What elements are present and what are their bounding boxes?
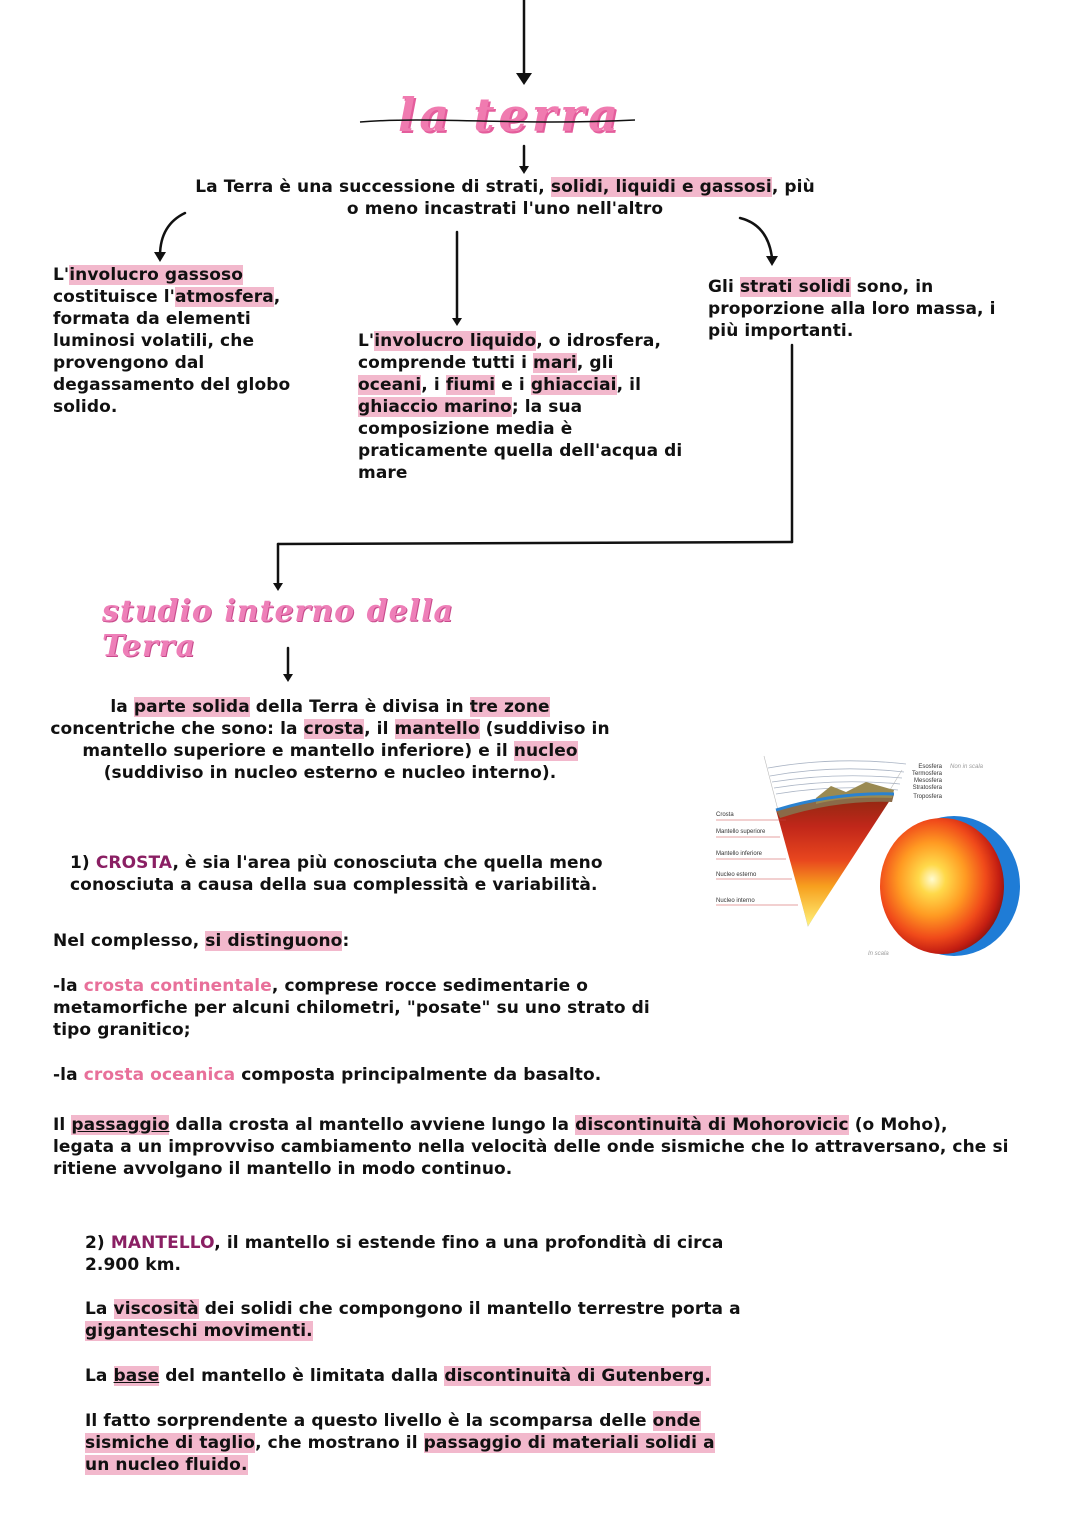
sorpresa-block: Il fatto sorprendente a questo livello è la scomparsa delle onde sismiche di taglio, che mostrano il passaggio di materiali solidi a un nucleo fluido. xyxy=(85,1411,715,1475)
section-subtitle: studio interno della Terra xyxy=(102,594,454,664)
moho-block: Il passaggio dalla crosta al mantello avviene lungo la discontinuità di Mohorovicic (o Moho), legata a un improvviso cambiamento nella velocità delle onde sismiche che lo attraversano, che si ritiene avvolgano il mantello in modo continuo. xyxy=(53,1115,1009,1179)
fig-label-esosfera: Esosfera xyxy=(918,764,942,770)
gassoso-block: L'involucro gassoso costituisce l'atmosfera, formata da elementi luminosi volatili, che provengono dal degassamento del globo solido. xyxy=(53,265,291,417)
fig-label-nucleo-est: Nucleo esterno xyxy=(716,872,757,878)
fig-label-not-scale: Non in scala xyxy=(950,764,984,770)
title-underline-stroke xyxy=(355,112,645,132)
fig-label-nucleo-int: Nucleo interno xyxy=(716,898,755,904)
crosta-oceanica: -la crosta oceanica composta principalmente da basalto. xyxy=(53,1065,602,1085)
earth-layers-figure xyxy=(706,748,1026,963)
crosta-block: 1) CROSTA, è sia l'area più conosciuta che quella meno conosciuta a causa della sua complessità e variabilità. xyxy=(70,853,603,895)
fig-label-troposfera: Troposfera xyxy=(913,794,942,800)
complesso-line: Nel complesso, si distinguono: xyxy=(53,931,350,951)
fig-label-crosta: Crosta xyxy=(716,812,734,818)
crosta-continentale: -la crosta continentale, comprese rocce sedimentarie o metamorfiche per alcuni chilometri, "posate" su uno strato di tipo granitico; xyxy=(53,976,650,1040)
fig-label-mantello-inf: Mantello inferiore xyxy=(716,851,763,857)
viscosita-block: La viscosità dei solidi che compongono il mantello terrestre porta a giganteschi movimenti. xyxy=(85,1299,741,1341)
fig-label-in-scale: In scala xyxy=(868,951,889,957)
zones-text: la parte solida della Terra è divisa in tre zone concentriche che sono: la crosta, il mantello (suddiviso in mantello superiore e mantello inferiore) e il nucleo (suddiviso in nucleo esterno e nucleo interno). xyxy=(50,697,610,783)
solidi-block: Gli strati solidi sono, in proporzione alla loro massa, i più importanti. xyxy=(708,277,996,341)
fig-label-termosfera: Termosfera xyxy=(911,771,942,777)
base-block: La base del mantello è limitata dalla discontinuità di Gutenberg. xyxy=(85,1366,711,1386)
mantello-block: 2) MANTELLO, il mantello si estende fino a una profondità di circa 2.900 km. xyxy=(85,1233,724,1275)
fig-label-stratosfera: Stratosfera xyxy=(912,785,942,791)
liquido-block: L'involucro liquido, o idrosfera, comprende tutti i mari, gli oceani, i fiumi e i ghiacciai, il ghiaccio marino; la sua composizione media è praticamente quella dell'acqua di mare xyxy=(358,331,683,483)
intro-text: La Terra è una successione di strati, solidi, liquidi e gassosi, più o meno incastrati l'uno nell'altro xyxy=(195,177,815,219)
page-title: la terra xyxy=(397,88,623,142)
fig-label-mesosfera: Mesosfera xyxy=(913,778,942,784)
fig-label-mantello-sup: Mantello superiore xyxy=(716,829,766,835)
